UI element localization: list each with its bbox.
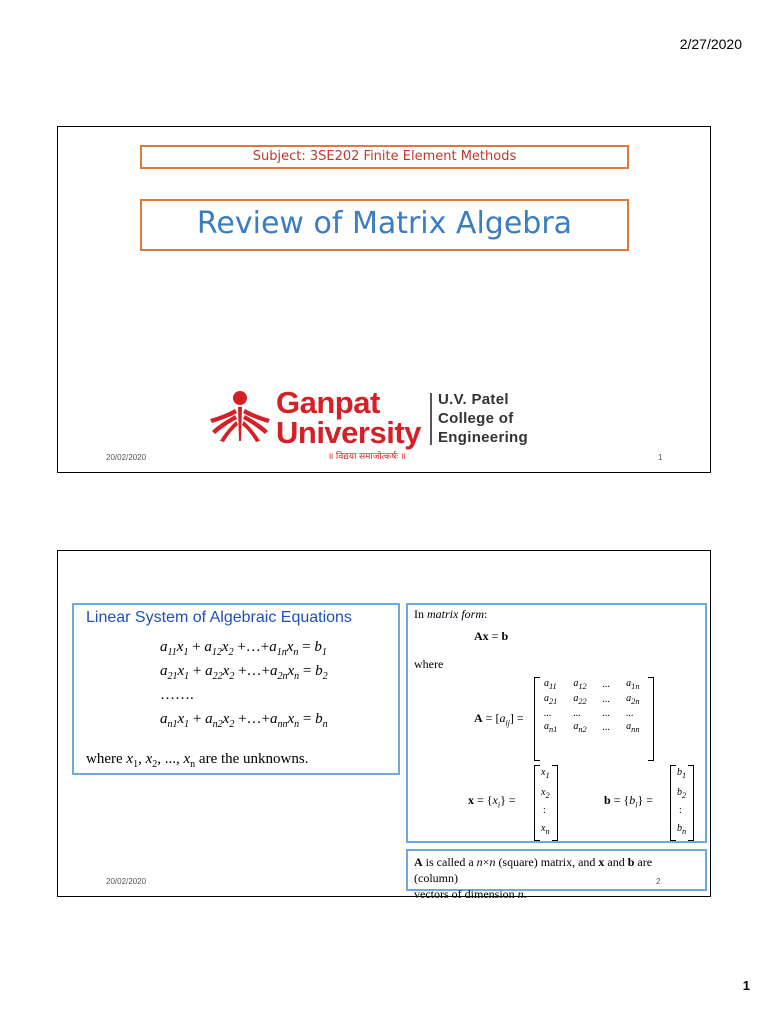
subject-box: Subject: 3SE202 Finite Element Methods <box>140 145 629 169</box>
logo-college-line1: U.V. Patel <box>438 391 509 408</box>
equation-ellipsis: ……. <box>160 687 194 703</box>
logo-divider <box>430 393 432 445</box>
university-logo <box>208 385 558 461</box>
matrix-form-box <box>406 603 707 843</box>
logo-name-line2: University <box>276 415 421 450</box>
slide-footer-date: 20/02/2020 <box>106 453 147 462</box>
equation-row-n: $a_{n1}x_1 + a_{n2}x_2$ $+\dots+a_{nn}x_n = b_n$ <box>160 711 328 730</box>
page-number: 1 <box>742 978 750 993</box>
equation-row-1: $a_{11}x_1 + a_{12}x_2$ $+\dots+a_{1n}x_n = b_1$ <box>160 639 327 658</box>
note-line-1: A is called a n×n (square) matrix, and x and b are (column) <box>414 855 653 885</box>
slide-2 <box>57 550 711 901</box>
matrix-form-intro: In matrix form: <box>414 607 488 621</box>
logo-college-line3: Engineering <box>438 429 528 446</box>
matrix-equation: Ax = b <box>474 629 509 643</box>
slide-footer-number: 2 <box>656 877 661 886</box>
matrix-a: $a_{11}$ $a_{12}$ ... $a_{1n}$ $a_{21}$ $a_{22}$ ... $a_{2n}$ ... ... ... ... $a_{n1}$ $a_{n2}$ ... $a_{nn}$ <box>534 677 654 761</box>
linear-system-box <box>72 603 400 775</box>
header-date: 2/27/2020 <box>679 36 742 52</box>
logo-college-line2: College of <box>438 410 514 427</box>
note-line-2: vectors of dimension n. <box>414 887 527 901</box>
logo-name-line1: Ganpat <box>276 385 380 420</box>
unknowns-text: where $x_1$, $x_2$, ..., $x_n$ are the unknowns. <box>86 751 309 770</box>
vector-x-def: $x = \{x_i\}$ = <box>468 793 516 810</box>
matrix-a-def: $A = [a_{ij}]$ = <box>474 711 524 728</box>
vector-b: $b_1$ $b_2$ : $b_n$ <box>670 765 694 841</box>
logo-motto: ॥ विद्यया समाजोत्कर्षः ॥ <box>328 451 407 461</box>
slide-title: Review of Matrix Algebra <box>140 199 629 251</box>
where-label: where <box>414 657 444 671</box>
slide-1 <box>57 126 711 473</box>
vector-b-def: $b = \{b_i\}$ = <box>604 793 653 810</box>
slide-footer-date: 20/02/2020 <box>106 877 147 886</box>
equation-row-2: $a_{21}x_1 + a_{22}x_2$ $+\dots+a_{2n}x_n = b_2$ <box>160 663 328 682</box>
matrix-note-box <box>406 849 707 901</box>
vector-x: $x_1$ $x_2$ : $x_n$ <box>534 765 558 841</box>
linear-system-title: Linear System of Algebraic Equations <box>86 609 352 626</box>
ganpat-emblem-icon <box>208 389 272 445</box>
slide-footer-number: 1 <box>658 453 663 462</box>
